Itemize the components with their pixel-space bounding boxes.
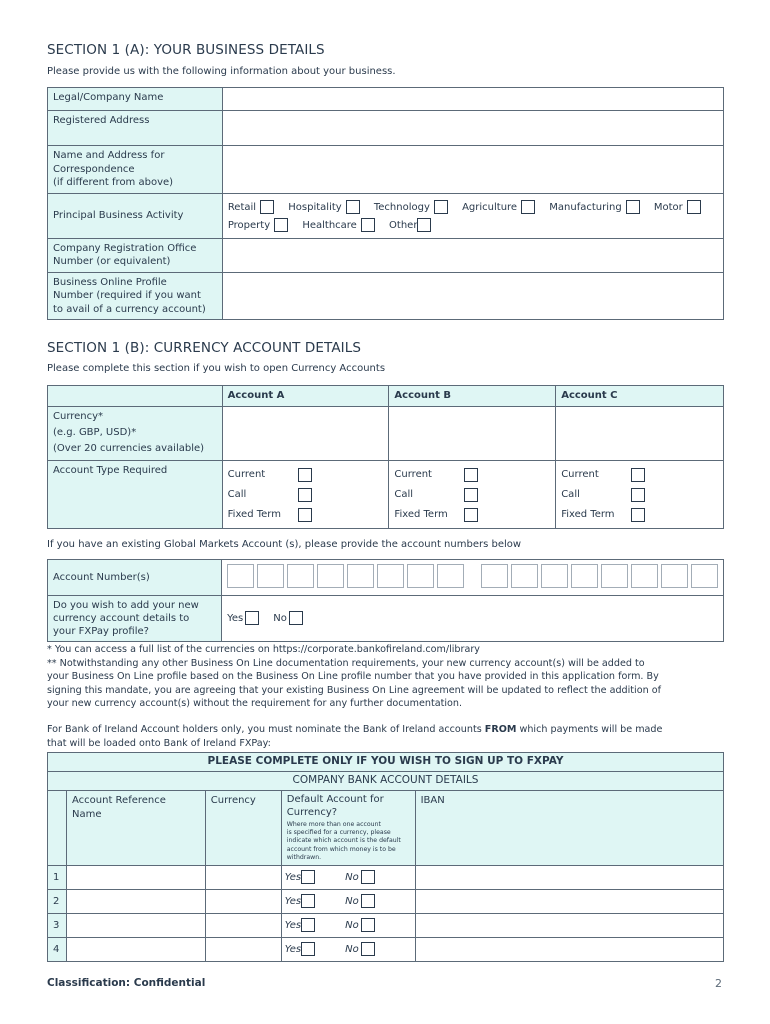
fxpay-title: PLEASE COMPLETE ONLY IF YOU WISH TO SIGN UP TO FXPAY (48, 753, 724, 772)
account-b-call-checkbox[interactable] (464, 488, 478, 502)
account-c-currency-field[interactable] (556, 407, 724, 461)
fxpay-row-3-currency[interactable] (205, 914, 281, 938)
account-a-currency-field[interactable] (222, 407, 389, 461)
account-c-types: Current Call Fixed Term (556, 461, 724, 529)
principal-activity-label: Principal Business Activity (48, 193, 223, 238)
note-bol-2: your Business On Line profile based on the Business On Line profile number that you have provided in this application form. By (47, 671, 659, 682)
account-c-current-checkbox[interactable] (631, 468, 645, 482)
existing-accounts-intro: If you have an existing Global Markets Account (s), please provide the account numbers below (47, 539, 522, 550)
account-b-current-checkbox[interactable] (464, 468, 478, 482)
fxpay-table (47, 752, 724, 962)
account-numbers-label: Account Number(s) (48, 560, 222, 596)
note-bol-3: signing this mandate, you are agreeing that your existing Business On Line agreement will be updated to reflect the addition of (47, 684, 661, 696)
fxpay-row-1-currency[interactable] (205, 866, 281, 890)
existing-accounts-table (47, 559, 724, 642)
registered-address-label: Registered Address (48, 111, 223, 146)
company-reg-field[interactable] (222, 238, 723, 272)
fxpay-row-2-currency[interactable] (205, 890, 281, 914)
bol-profile-label: Business Online Profile Number (required if you want to avail of a currency account) (48, 272, 223, 320)
legal-name-field[interactable] (222, 88, 723, 111)
account-a-current-checkbox[interactable] (298, 468, 312, 482)
add-fxpay-answer: Yes No (222, 596, 724, 642)
correspondence-field[interactable] (222, 146, 723, 194)
fxpay-header-default: Default Account for Currency? Where more than one account is specified for a currency, please indicate which account is the default account from which money is to be withdrawn. (281, 791, 415, 866)
currency-label: Currency* (e.g. GBP, USD)* (Over 20 currencies available) (48, 407, 223, 461)
account-numbers-field (222, 560, 724, 596)
fxpay-header-currency: Currency (205, 791, 281, 866)
activity-motor[interactable]: Motor (654, 199, 706, 217)
principal-activity-options (222, 193, 723, 238)
fxpay-row-4-default: Yes No (281, 938, 415, 962)
section-b-intro: Please complete this section if you wish to open Currency Accounts (47, 363, 386, 374)
account-number-group-2[interactable] (481, 564, 718, 588)
fxpay-row-3-no-checkbox[interactable] (361, 918, 375, 932)
fxpay-header-number (48, 791, 67, 866)
fxpay-row-number: 2 (48, 890, 67, 914)
fxpay-row-4-yes-checkbox[interactable] (301, 942, 315, 956)
company-reg-label: Company Registration Office Number (or equivalent) (48, 238, 223, 272)
activity-healthcare-checkbox[interactable] (361, 218, 375, 232)
currency-header-blank (48, 386, 223, 407)
fxpay-row-number: 1 (48, 866, 67, 890)
account-b-types: Current Call Fixed Term (389, 461, 556, 529)
fxpay-row-1-yes-checkbox[interactable] (301, 870, 315, 884)
activity-retail-checkbox[interactable] (260, 200, 274, 214)
account-number-group-1[interactable] (227, 564, 467, 588)
activity-manufacturing-checkbox[interactable] (626, 200, 640, 214)
activity-property[interactable]: Property (228, 217, 293, 235)
activity-hospitality[interactable]: Hospitality (288, 199, 364, 217)
currency-accounts-table (47, 385, 724, 529)
boi-nomination-text: For Bank of Ireland Account holders only, you must nominate the Bank of Ireland accounts FROM which payments will be made that will be loaded onto Bank of Ireland FXPay: (47, 724, 663, 749)
fxpay-row-1-ref[interactable] (66, 866, 205, 890)
account-c-call-checkbox[interactable] (631, 488, 645, 502)
account-a-header: Account A (222, 386, 389, 407)
fxpay-row-2-default: Yes No (281, 890, 415, 914)
add-fxpay-question: Do you wish to add your new currency account details to your FXPay profile? (48, 596, 222, 642)
activity-other-checkbox[interactable] (417, 218, 431, 232)
fxpay-default-note: Where more than one account is specified for a currency, please indicate which account is the default account from which money is to be withdrawn. (286, 821, 401, 861)
add-fxpay-yes-checkbox[interactable] (245, 611, 259, 625)
note-currency-list: * You can access a full list of the currencies on https://corporate.bankofireland.com/library (47, 644, 480, 655)
legal-name-label: Legal/Company Name (48, 88, 223, 111)
fxpay-row-2-iban[interactable] (415, 890, 723, 914)
account-b-currency-field[interactable] (389, 407, 556, 461)
classification-label: Classification: Confidential (47, 977, 206, 989)
bol-profile-field[interactable] (222, 272, 723, 320)
account-a-types: Current Call Fixed Term (222, 461, 389, 529)
fxpay-header-ref: Account Reference Name (66, 791, 205, 866)
fxpay-row-4-iban[interactable] (415, 938, 723, 962)
fxpay-row-4-ref[interactable] (66, 938, 205, 962)
activity-hospitality-checkbox[interactable] (346, 200, 360, 214)
fxpay-subtitle: COMPANY BANK ACCOUNT DETAILS (48, 772, 724, 791)
activity-motor-checkbox[interactable] (687, 200, 701, 214)
fxpay-row-3-default: Yes No (281, 914, 415, 938)
fxpay-row-3-ref[interactable] (66, 914, 205, 938)
account-c-fixed-term-checkbox[interactable] (631, 508, 645, 522)
account-a-fixed-term-checkbox[interactable] (298, 508, 312, 522)
fxpay-row-2-no-checkbox[interactable] (361, 894, 375, 908)
page-number: 2 (715, 977, 722, 990)
fxpay-row-1-default: Yes No (281, 866, 415, 890)
fxpay-row-1-no-checkbox[interactable] (361, 870, 375, 884)
fxpay-row-4-currency[interactable] (205, 938, 281, 962)
account-a-call-checkbox[interactable] (298, 488, 312, 502)
activity-healthcare[interactable]: Healthcare (302, 217, 380, 235)
section-a-intro: Please provide us with the following information about your business. (47, 66, 396, 77)
activity-agriculture-checkbox[interactable] (521, 200, 535, 214)
business-details-table (47, 87, 724, 320)
correspondence-label: Name and Address for Correspondence (if different from above) (48, 146, 223, 194)
fxpay-row-1-iban[interactable] (415, 866, 723, 890)
account-b-header: Account B (389, 386, 556, 407)
fxpay-row-3-iban[interactable] (415, 914, 723, 938)
notes-block (47, 643, 737, 711)
activity-technology-checkbox[interactable] (434, 200, 448, 214)
section-a-heading: SECTION 1 (A): YOUR BUSINESS DETAILS (47, 42, 325, 58)
section-b-heading: SECTION 1 (B): CURRENCY ACCOUNT DETAILS (47, 340, 362, 356)
fxpay-row-4-no-checkbox[interactable] (361, 942, 375, 956)
fxpay-row-2-ref[interactable] (66, 890, 205, 914)
note-bol-4: your new currency account(s) without the requirement for any further documentation. (47, 698, 463, 709)
fxpay-row-number: 4 (48, 938, 67, 962)
registered-address-field[interactable] (222, 111, 723, 146)
activity-property-checkbox[interactable] (274, 218, 288, 232)
account-b-fixed-term-checkbox[interactable] (464, 508, 478, 522)
note-bol-1: ** Notwithstanding any other Business On Line documentation requirements, your new currency account(s) will be added to (47, 657, 645, 669)
account-type-label: Account Type Required (48, 461, 223, 529)
activity-retail[interactable]: Retail (228, 199, 279, 217)
account-c-header: Account C (556, 386, 724, 407)
fxpay-row-3-yes-checkbox[interactable] (301, 918, 315, 932)
activity-manufacturing[interactable]: Manufacturing (549, 199, 644, 217)
add-fxpay-no-checkbox[interactable] (289, 611, 303, 625)
fxpay-row-number: 3 (48, 914, 67, 938)
fxpay-row-2-yes-checkbox[interactable] (301, 894, 315, 908)
fxpay-header-iban: IBAN (415, 791, 723, 866)
activity-agriculture[interactable]: Agriculture (462, 199, 540, 217)
activity-technology[interactable]: Technology (374, 199, 453, 217)
activity-other[interactable]: Other (389, 217, 436, 235)
